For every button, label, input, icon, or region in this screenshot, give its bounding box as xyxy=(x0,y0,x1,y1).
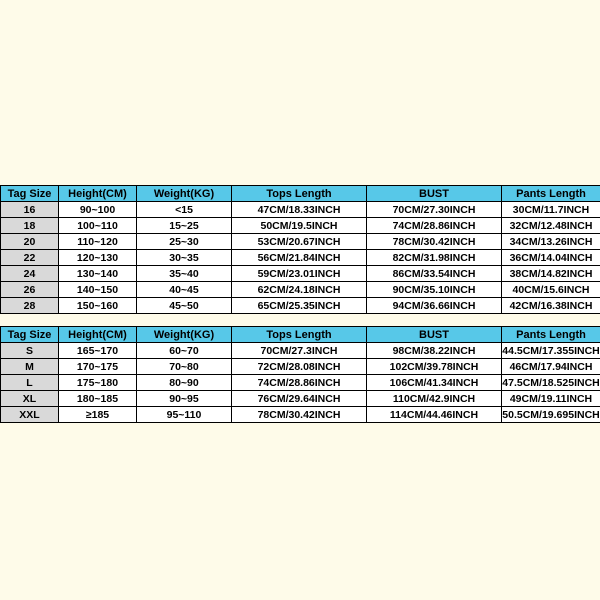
cell-weight: 15~25 xyxy=(137,218,232,234)
cell-pants-length: 42CM/16.38INCH xyxy=(502,298,600,314)
column-header-pants-length: Pants Length xyxy=(502,186,600,202)
column-header-weight: Weight(KG) xyxy=(137,327,232,343)
cell-bust: 70CM/27.30INCH xyxy=(367,202,502,218)
kids-table-header xyxy=(1,186,600,202)
cell-weight: 95~110 xyxy=(137,407,232,423)
cell-height: 110~120 xyxy=(59,234,137,250)
cell-pants-length: 34CM/13.26INCH xyxy=(502,234,600,250)
cell-tag-size: 26 xyxy=(1,282,59,298)
size-chart-tables xyxy=(0,185,600,423)
cell-pants-length: 32CM/12.48INCH xyxy=(502,218,600,234)
cell-bust: 82CM/31.98INCH xyxy=(367,250,502,266)
cell-weight: 60~70 xyxy=(137,343,232,359)
table-row xyxy=(1,250,600,266)
column-header-pants-length: Pants Length xyxy=(502,327,600,343)
table-header-row xyxy=(1,186,600,202)
cell-pants-length: 46CM/17.94INCH xyxy=(502,359,600,375)
cell-pants-length: 47.5CM/18.525INCH xyxy=(502,376,600,389)
cell-tag-size: 16 xyxy=(1,202,59,218)
cell-pants-length: 50.5CM/19.695INCH xyxy=(502,408,600,421)
column-header-height: Height(CM) xyxy=(59,327,137,343)
cell-tag-size: 28 xyxy=(1,298,59,314)
cell-tag-size: 24 xyxy=(1,266,59,282)
cell-weight: 35~40 xyxy=(137,266,232,282)
cell-tops-length: 59CM/23.01INCH xyxy=(232,266,367,282)
kids-table-body xyxy=(1,202,600,314)
table-row xyxy=(1,343,600,359)
cell-pants-length: 30CM/11.7INCH xyxy=(502,202,600,218)
column-header-tops-length: Tops Length xyxy=(232,186,367,202)
cell-height: 120~130 xyxy=(59,250,137,266)
cell-weight: 80~90 xyxy=(137,375,232,391)
cell-weight: 45~50 xyxy=(137,298,232,314)
cell-tag-size: M xyxy=(1,359,59,375)
cell-pants-length: 36CM/14.04INCH xyxy=(502,250,600,266)
cell-tops-length: 56CM/21.84INCH xyxy=(232,250,367,266)
cell-tops-length: 50CM/19.5INCH xyxy=(232,218,367,234)
table-row xyxy=(1,298,600,314)
cell-tag-size: S xyxy=(1,343,59,359)
cell-height: 180~185 xyxy=(59,391,137,407)
cell-tops-length: 72CM/28.08INCH xyxy=(232,359,367,375)
cell-weight: 40~45 xyxy=(137,282,232,298)
cell-tops-length: 78CM/30.42INCH xyxy=(232,407,367,423)
cell-bust: 78CM/30.42INCH xyxy=(367,234,502,250)
table-row xyxy=(1,234,600,250)
cell-bust: 102CM/39.78INCH xyxy=(367,359,502,375)
table-row xyxy=(1,375,600,391)
cell-bust: 114CM/44.46INCH xyxy=(367,407,502,423)
adult-table-header xyxy=(1,327,600,343)
column-header-tops-length: Tops Length xyxy=(232,327,367,343)
cell-pants-length: 44.5CM/17.355INCH xyxy=(502,344,600,357)
table-row xyxy=(1,218,600,234)
cell-bust: 90CM/35.10INCH xyxy=(367,282,502,298)
table-spacer xyxy=(0,314,600,326)
cell-height: 175~180 xyxy=(59,375,137,391)
cell-pants-length: 40CM/15.6INCH xyxy=(502,282,600,298)
table-row xyxy=(1,202,600,218)
cell-tag-size: 20 xyxy=(1,234,59,250)
column-header-height: Height(CM) xyxy=(59,186,137,202)
cell-height: 140~150 xyxy=(59,282,137,298)
cell-tag-size: XXL xyxy=(1,407,59,423)
cell-bust: 94CM/36.66INCH xyxy=(367,298,502,314)
cell-tops-length: 53CM/20.67INCH xyxy=(232,234,367,250)
cell-weight: 70~80 xyxy=(137,359,232,375)
column-header-weight: Weight(KG) xyxy=(137,186,232,202)
cell-height: 165~170 xyxy=(59,343,137,359)
cell-weight: <15 xyxy=(137,202,232,218)
cell-tag-size: L xyxy=(1,375,59,391)
cell-tops-length: 70CM/27.3INCH xyxy=(232,343,367,359)
cell-height: 130~140 xyxy=(59,266,137,282)
cell-tops-length: 65CM/25.35INCH xyxy=(232,298,367,314)
table-row xyxy=(1,391,600,407)
cell-tops-length: 76CM/29.64INCH xyxy=(232,391,367,407)
cell-height: 150~160 xyxy=(59,298,137,314)
cell-weight: 30~35 xyxy=(137,250,232,266)
table-row xyxy=(1,359,600,375)
cell-height: ≥185 xyxy=(59,407,137,423)
table-row xyxy=(1,407,600,423)
cell-pants-length: 38CM/14.82INCH xyxy=(502,266,600,282)
column-header-bust: BUST xyxy=(367,186,502,202)
cell-tag-size: 22 xyxy=(1,250,59,266)
table-row xyxy=(1,282,600,298)
adult-table-body xyxy=(1,343,600,423)
cell-tag-size: 18 xyxy=(1,218,59,234)
table-row xyxy=(1,266,600,282)
column-header-tag-size: Tag Size xyxy=(1,186,59,202)
cell-bust: 110CM/42.9INCH xyxy=(367,391,502,407)
cell-bust: 106CM/41.34INCH xyxy=(367,375,502,391)
kids-size-table xyxy=(0,185,600,314)
table-header-row xyxy=(1,327,600,343)
cell-tops-length: 47CM/18.33INCH xyxy=(232,202,367,218)
cell-bust: 86CM/33.54INCH xyxy=(367,266,502,282)
column-header-bust: BUST xyxy=(367,327,502,343)
cell-tag-size: XL xyxy=(1,391,59,407)
cell-height: 170~175 xyxy=(59,359,137,375)
cell-weight: 25~30 xyxy=(137,234,232,250)
cell-tops-length: 62CM/24.18INCH xyxy=(232,282,367,298)
cell-bust: 98CM/38.22INCH xyxy=(367,343,502,359)
column-header-tag-size: Tag Size xyxy=(1,327,59,343)
adult-size-table xyxy=(0,326,600,423)
cell-bust: 74CM/28.86INCH xyxy=(367,218,502,234)
cell-pants-length: 49CM/19.11INCH xyxy=(502,391,600,407)
cell-weight: 90~95 xyxy=(137,391,232,407)
cell-height: 100~110 xyxy=(59,218,137,234)
cell-tops-length: 74CM/28.86INCH xyxy=(232,375,367,391)
cell-height: 90~100 xyxy=(59,202,137,218)
